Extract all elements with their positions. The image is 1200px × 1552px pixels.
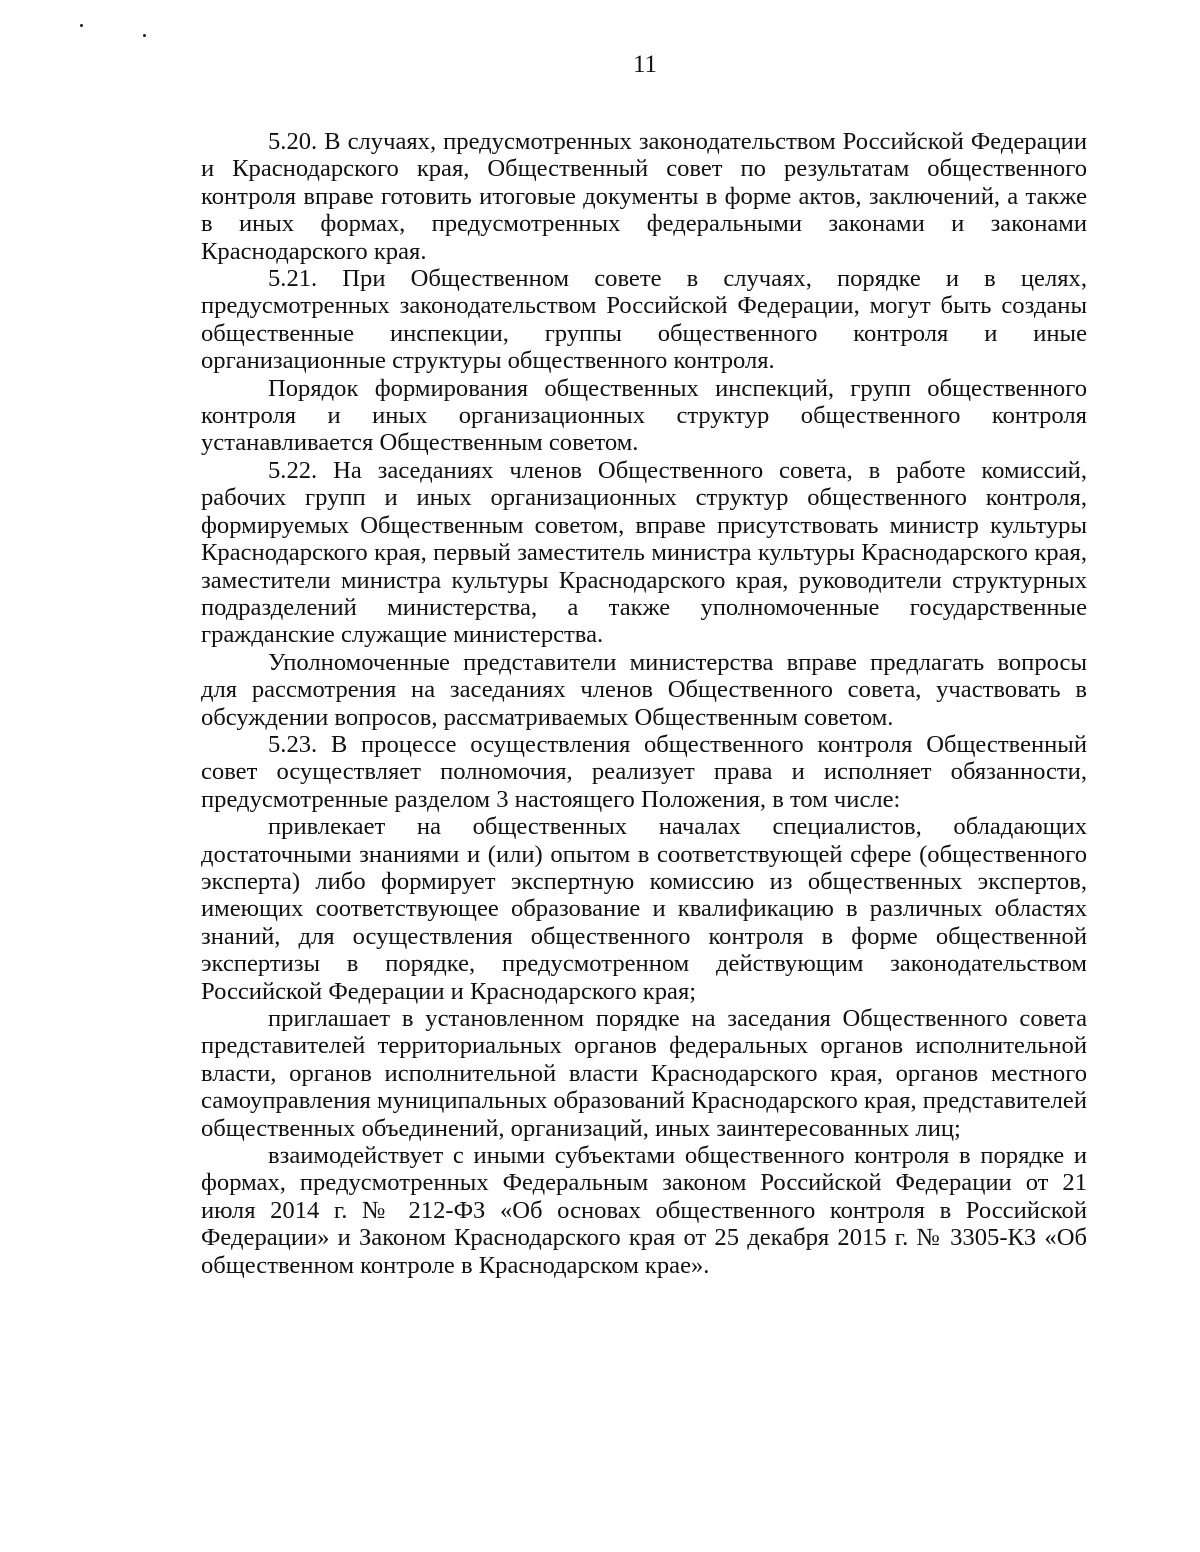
paragraph-5-23: 5.23. В процессе осуществления общественного контроля Общественный совет осуществляет полномочия, реализует права и исполняет обязанности, предусмотренные разделом 3 настоящего Положения, в том числе:	[201, 730, 1087, 813]
page-number: 11	[632, 51, 658, 78]
paragraph-inspection-procedure: Порядок формирования общественных инспекций, групп общественного контроля и иных организационных структур общественного контроля устанавливается Общественным советом.	[201, 374, 1087, 457]
document-body	[201, 128, 1087, 1279]
paragraph-list-item-experts: привлекает на общественных началах специалистов, обладающих достаточными знаниями и (или) опытом в соответствующей сфере (общественного эксперта) либо формирует экспертную комиссию из общественных экспертов, имеющих соответствующее образование и квалификацию в различных областях знаний, для осуществления общественного контроля в форме общественной экспертизы в порядке, предусмотренном действующим законодательством Российской Федерации и Краснодарского края;	[201, 813, 1087, 1005]
scan-speck	[143, 34, 146, 37]
paragraph-5-22: 5.22. На заседаниях членов Общественного совета, в работе комиссий, рабочих групп и иных организационных структур общественного контроля, формируемых Общественным советом, вправе присутствовать министр культуры Краснодарского края, первый заместитель министра культуры Краснодарского края, заместители министра культуры Краснодарского края, руководители структурных подразделений министерства, а также уполномоченные государственные гражданские служащие министерства.	[201, 456, 1087, 649]
paragraph-authorized-representatives: Уполномоченные представители министерства вправе предлагать вопросы для рассмотрения на заседаниях членов Общественного совета, участвовать в обсуждении вопросов, рассматриваемых Общественным советом.	[201, 648, 1087, 731]
paragraph-list-item-cooperation: взаимодействует с иными субъектами общественного контроля в порядке и формах, предусмотренных Федеральным законом Российской Федерации от 21 июля 2014 г. № 212-ФЗ «Об основах общественного контроля в Российской Федерации» и Законом Краснодарского края от 25 декабря 2015 г. № 3305-КЗ «Об общественном контроле в Краснодарском крае».	[201, 1142, 1087, 1279]
scan-speck	[80, 24, 83, 27]
paragraph-5-21: 5.21. При Общественном совете в случаях, порядке и в целях, предусмотренных законодательством Российской Федерации, могут быть созданы общественные инспекции, группы общественного контроля и иные организационные структуры общественного контроля.	[201, 265, 1087, 375]
paragraph-5-20: 5.20. В случаях, предусмотренных законодательством Российской Федерации и Краснодарского края, Общественный совет по результатам общественного контроля вправе готовить итоговые документы в форме актов, заключений, а также в иных формах, предусмотренных федеральными законами и законами Краснодарского края.	[201, 128, 1087, 265]
paragraph-list-item-invites: приглашает в установленном порядке на заседания Общественного совета представителей территориальных органов федеральных органов исполнительной власти, органов исполнительной власти Краснодарского края, органов местного самоуправления муниципальных образований Краснодарского края, представителей общественных объединений, организаций, иных заинтересованных лиц;	[201, 1005, 1087, 1142]
